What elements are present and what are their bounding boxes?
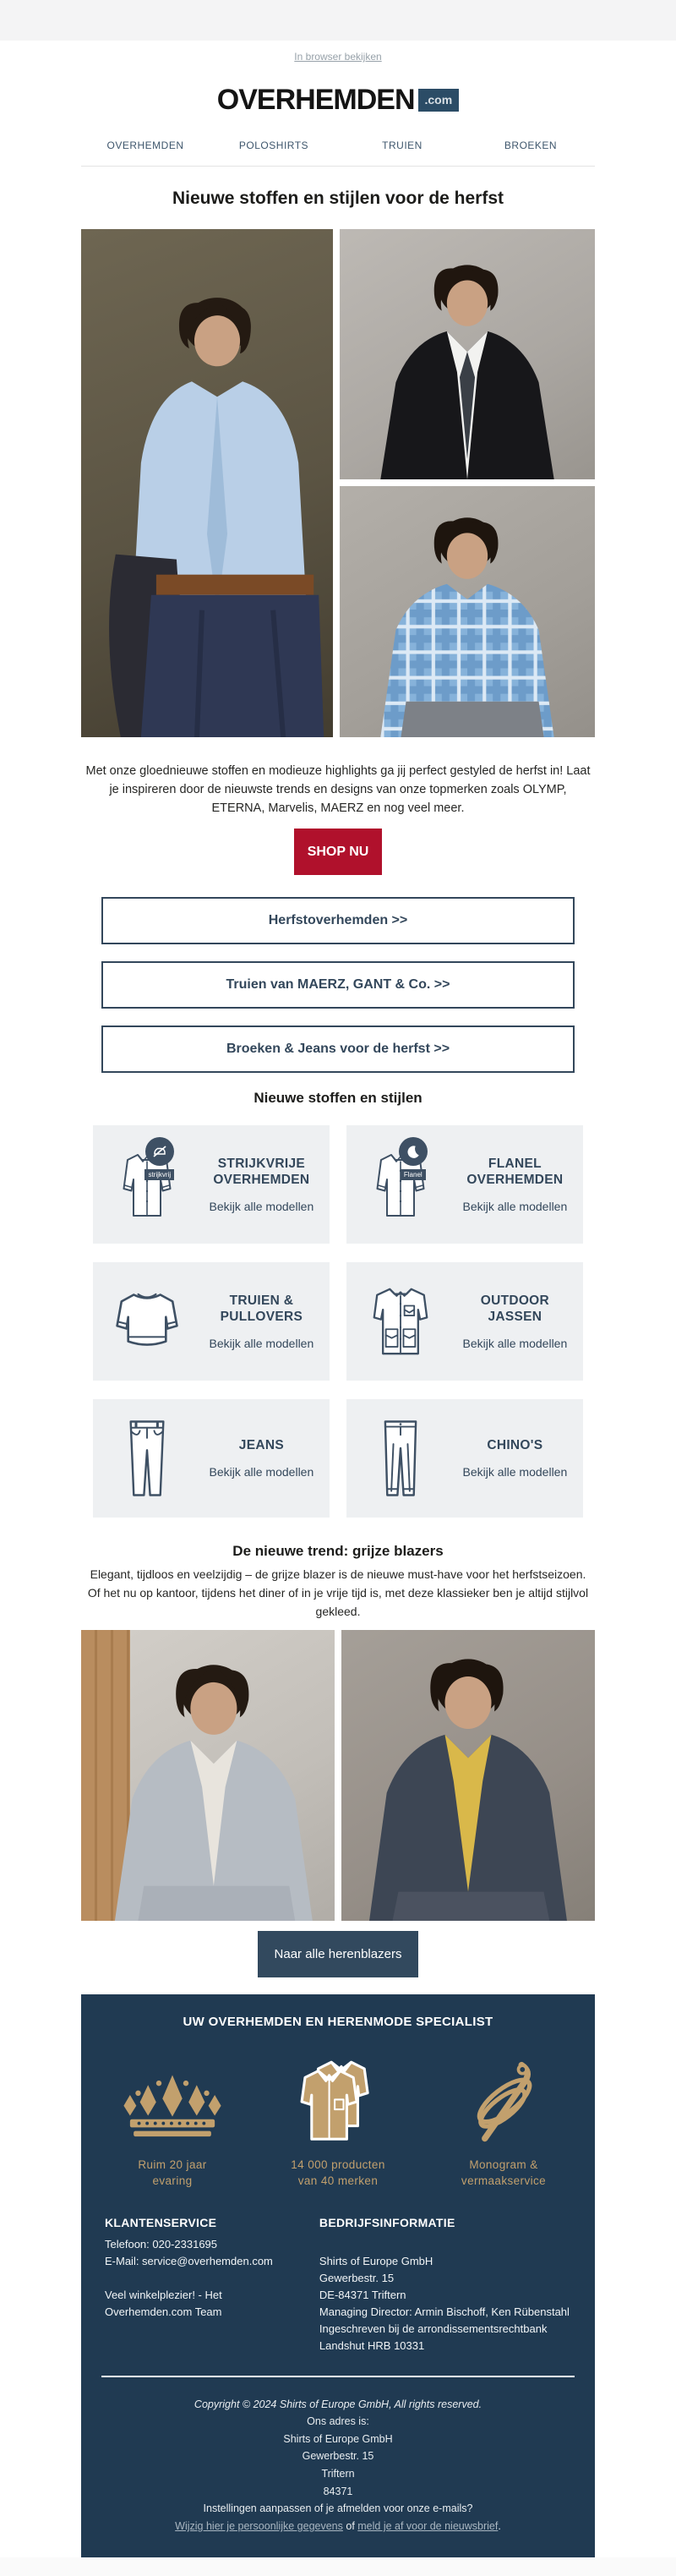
view-all-link[interactable]: Bekijk alle modellen [209, 1464, 314, 1479]
hero-photo-plaid-shirt[interactable] [340, 486, 595, 737]
customer-service-title: KLANTENSERVICE [105, 2215, 217, 2229]
address-line: 84371 [323, 2485, 353, 2497]
tile-chinos[interactable] [346, 1399, 583, 1518]
jacket-icon [369, 1279, 432, 1364]
tile-title: JEANS [238, 1438, 284, 1453]
company-line: Shirts of Europe GmbH [319, 2254, 433, 2267]
category-tile-grid [81, 1125, 595, 1518]
person-silhouette [81, 1630, 335, 1921]
email-footer [81, 1994, 595, 2557]
email-line: E-Mail: service@overhemden.com [105, 2254, 273, 2267]
chinos-icon [376, 1411, 425, 1506]
tile-jeans[interactable] [93, 1399, 330, 1518]
badge-label: Flanel [401, 1169, 426, 1180]
tile-title: CHINO'S [487, 1438, 543, 1453]
trend-section-title: De nieuwe trend: grijze blazers [232, 1543, 444, 1560]
tile-strijkvrije-overhemden[interactable] [93, 1125, 330, 1244]
person-silhouette [340, 229, 595, 479]
company-line: DE-84371 Triftern [319, 2289, 406, 2302]
copyright-line: Copyright © 2024 Shirts of Europe GmbH, All rights reserved. [194, 2398, 482, 2410]
blazer-photo-grid [81, 1630, 595, 1921]
needle-thread-icon [463, 2056, 544, 2146]
footer-headline: UW OVERHEMDEN EN HERENMODE SPECIALIST [183, 2015, 493, 2030]
sweater-icon [112, 1286, 183, 1357]
top-page-band [0, 0, 676, 41]
hero-photo-grid [81, 229, 595, 737]
categories-section-title: Nieuwe stoffen en stijlen [254, 1090, 422, 1107]
usp-row [81, 2051, 595, 2188]
person-silhouette [341, 1630, 595, 1921]
tile-flanel-overhemden[interactable] [346, 1125, 583, 1244]
usp-experience [90, 2051, 255, 2188]
phone-line: Telefoon: 020-2331695 [105, 2237, 218, 2251]
nav-item-overhemden[interactable]: OVERHEMDEN [106, 139, 184, 151]
company-line: Managing Director: Armin Bischoff, Ken Rübenstahl [319, 2305, 570, 2319]
customer-service-block [105, 2216, 319, 2355]
view-all-link[interactable]: Bekijk alle modellen [462, 1199, 568, 1213]
nav-item-broeken[interactable]: BROEKEN [504, 139, 558, 151]
greeting-line: Overhemden.com Team [105, 2305, 222, 2319]
nav-item-poloshirts[interactable]: POLOSHIRTS [238, 139, 309, 151]
link-button-broeken-jeans[interactable]: Broeken & Jeans voor de herfst >> [101, 1025, 575, 1073]
tile-title: STRIJKVRIJE OVERHEMDEN [213, 1156, 310, 1188]
footer-info-columns [81, 2216, 595, 2355]
company-line: Ingeschreven bij de arrondissementsrechtbank Landshut HRB 10331 [319, 2322, 548, 2353]
footer-divider [101, 2376, 575, 2377]
link-separator: of [342, 2519, 358, 2532]
jeans-icon [123, 1411, 172, 1506]
view-all-link[interactable]: Bekijk alle modellen [209, 1336, 314, 1350]
link-button-herfstoverhemden[interactable]: Herfstoverhemden >> [101, 897, 575, 944]
main-nav [81, 139, 595, 167]
tile-title: FLANEL OVERHEMDEN [466, 1156, 564, 1188]
address-line: Triftern [321, 2468, 355, 2480]
company-line: Gewerbestr. 15 [319, 2271, 395, 2284]
change-details-link[interactable]: Wijzig hier je persoonlijke gegevens [175, 2519, 343, 2532]
hero-photo-blue-shirt[interactable] [81, 229, 333, 737]
unsubscribe-link[interactable]: meld je af voor de nieuwsbrief [357, 2519, 499, 2532]
strijkvrij-badge [138, 1137, 182, 1181]
address-line: Shirts of Europe GmbH [283, 2432, 393, 2445]
settings-question: Instellingen aanpassen of je afmelden voor onze e-mails? [203, 2502, 473, 2515]
sentence-period: . [498, 2519, 501, 2532]
address-label: Ons adres is: [307, 2415, 369, 2428]
view-all-link[interactable]: Bekijk alle modellen [462, 1336, 568, 1350]
crown-icon [118, 2071, 226, 2146]
person-silhouette [340, 486, 595, 737]
tile-outdoor-jassen[interactable] [346, 1262, 583, 1381]
tile-title: TRUIEN & PULLOVERS [220, 1293, 303, 1325]
badge-label: strijkvrij [144, 1169, 174, 1180]
logo-tld-box: .com [418, 89, 460, 112]
nav-item-truien[interactable]: TRUIEN [382, 139, 422, 151]
blazer-photo-dark-grey[interactable] [341, 1630, 595, 1921]
blazer-photo-light-grey[interactable] [81, 1630, 335, 1921]
flanel-badge [391, 1137, 435, 1181]
page-title: Nieuwe stoffen en stijlen voor de herfst [172, 189, 504, 208]
tile-title: OUTDOOR JASSEN [480, 1293, 550, 1325]
shop-now-button[interactable]: SHOP NU [294, 829, 382, 875]
fabric-icon [406, 1144, 421, 1159]
shirts-icon [294, 2058, 382, 2146]
usp-label: Ruim 20 jaar evaring [138, 2158, 207, 2187]
brand-logo[interactable] [81, 85, 595, 114]
usp-label: 14 000 producten van 40 merken [291, 2158, 385, 2187]
view-in-browser-link[interactable]: In browser bekijken [294, 51, 382, 63]
legal-block [81, 2396, 595, 2535]
link-button-truien[interactable]: Truien van MAERZ, GANT & Co. >> [101, 961, 575, 1009]
intro-paragraph: Met onze gloednieuwe stoffen en modieuze highlights ga jij perfect gestyled de herfst in! Laat je inspireren door de nieuwste trends en designs van onze topmerken zoals OLYMP, ETERNA, Marvelis, MAERZ en nog veel meer. [85, 764, 591, 815]
usp-label: Monogram & vermaakservice [461, 2158, 547, 2187]
company-info-title: BEDRIJFSINFORMATIE [319, 2215, 455, 2229]
logo-wordmark: OVERHEMDEN [216, 84, 415, 116]
no-iron-icon [151, 1144, 168, 1159]
bottom-page-band [0, 2557, 676, 2576]
address-line: Gewerbestr. 15 [302, 2450, 374, 2463]
tile-truien-pullovers[interactable] [93, 1262, 330, 1381]
hero-photo-black-suit[interactable] [340, 229, 595, 479]
view-all-link[interactable]: Bekijk alle modellen [209, 1199, 314, 1213]
greeting-line: Veel winkelplezier! - Het [105, 2289, 222, 2302]
usp-monogram [421, 2051, 586, 2188]
trend-paragraph: Elegant, tijdloos en veelzijdig – de grijze blazer is de nieuwe must-have voor het herfstseizoen. Of het nu op kantoor, tijdens het diner of in je vrije tijd is, met deze klassieker ben je altijd stijlvol gekleed. [87, 1567, 589, 1618]
view-all-link[interactable]: Bekijk alle modellen [462, 1464, 568, 1479]
person-silhouette [81, 229, 333, 737]
usp-products [255, 2051, 421, 2188]
company-info-block [319, 2216, 571, 2355]
all-blazers-button[interactable]: Naar alle herenblazers [258, 1931, 418, 1977]
